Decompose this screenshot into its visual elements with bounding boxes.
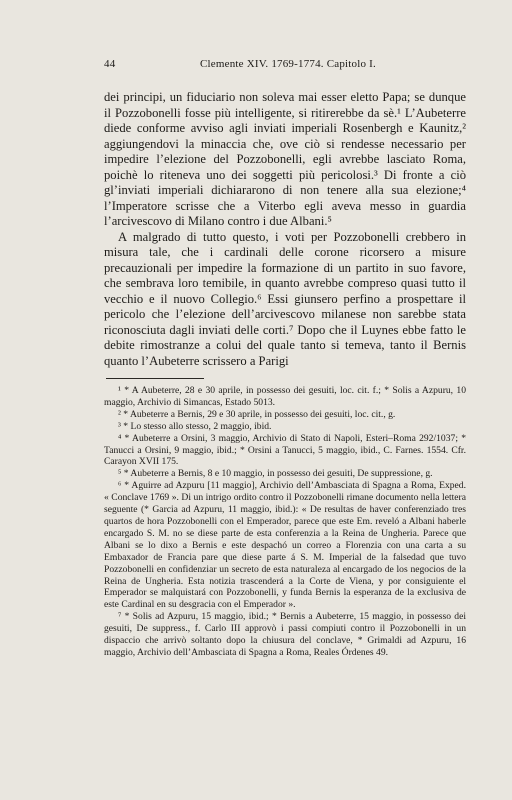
footnote-5: ⁵ * Aubeterre a Bernis, 8 e 10 maggio, in possesso dei gesuiti, De suppressione, g. <box>118 468 433 480</box>
paragraph-1: dei principi, un fiduciario non soleva mai esser eletto Papa; se dunque il Pozzobonelli fosse più intelligente, si ritirerebbe da sè.¹ L’Aubeterre diede conforme avviso agli inviati imperiali Rosenbergh e Kaunitz,² aggiungendovi la minaccia che, ove ciò si rendesse necessario per impedire l’elezione del Pozzobonelli, egli avrebbe lasciato Roma, poichè lo riteneva uno dei soggetti più pericolosi.³ Di fronte a ciò gl’inviati imperiali dichiararono di non tenere alla sua elezione;⁴ l’Imperatore scrisse che a Viterbo egli aveva messo in guardia l’arcivescovo di Milano contro i due Albani.⁵ <box>104 90 466 228</box>
main-text <box>104 90 466 369</box>
footnote-4: ⁴ * Aubeterre a Orsini, 3 maggio, Archivio di Stato di Napoli, Esteri–Roma 292/1037; * Tanucci a Orsini, 9 maggio, ibid.; * Orsini a Tanucci, 5 maggio, ibid., C. Farnes. 1554. Cfr. Carayon XVII 175. <box>104 432 466 468</box>
footnote-1: ¹ * A Aubeterre, 28 e 30 aprile, in possesso dei gesuiti, loc. cit. f.; * Solis a Azpuru, 10 maggio, Archivio di Simancas, Estado 5013. <box>104 385 466 408</box>
page-number: 44 <box>104 58 116 70</box>
footnote-6: ⁶ * Aguirre ad Azpuru [11 maggio], Archivio dell’Ambasciata di Spagna a Roma, Exped. « Conclave 1769 ». Di un intrigo ordito contro il Pozzobonelli rimane documento nella lettera seguente (* Garcia ad Azpuru, 11 maggio, ibid.): « De resultas de haver conferenziado tres quartos de hora Pozzobonelli con el Emperador, parece que este Em. reveló a Albani haberle encargado S. M. no se diese parte de esta conferenzia a la Reina de Ungheria. Parece que Albani se lo dixo a Bernis e este despachó un correo a Florenzia con una carta a su Embaxador de Francia pare que diese parte á S. M. Imperial de la falsedad que tuvo Pozzobonelli en confidenziar un secreto de esta naturaleza al encargado de los negocios de la Reina de Ungheria. Esta notizia trascenderá a la Corte de Viena, y por consiguiente el Emperador se malquistará con Pozzobonelli, y funda Bernis la esperanza de la exclusiva de este Cardinal en su desgracia con el Emperador ». <box>104 480 466 611</box>
footnote-rule <box>106 378 204 379</box>
footnotes <box>104 385 466 659</box>
footnote-3: ³ * Lo stesso allo stesso, 2 maggio, ibid. <box>118 420 272 432</box>
paragraph-2: A malgrado di tutto questo, i voti per Pozzobonelli crebbero in misura tale, che i cardinali delle corone ricorsero a misure precauzionali per impedire la formazione di un partito in suo favore, che sembrava loro temibile, in quanto avrebbe compreso quasi tutto il vecchio e il nuovo Collegio.⁶ Essi giunsero perfino a prospettare il pericolo che l’elezione dell’arcivescovo milanese non sarebbe stata riconosciuta dagli inviati delle corti.⁷ Dopo che il Luynes ebbe fatto le debite rimostranze a colui del quale tanto si temeva, tanto il Bernis quanto l’Aubeterre scrissero a Parigi <box>104 229 466 368</box>
running-title: Clemente XIV. 1769-1774. Capitolo I. <box>200 58 376 70</box>
footnote-7: ⁷ * Solis ad Azpuru, 15 maggio, ibid.; * Bernis a Aubeterre, 15 maggio, in possesso dei gesuiti, De suppress., f. Carlo III approvò i passi compiuti contro il Pozzobonelli in un dispaccio che arrivò soltanto dopo la chiusura del conclave, * Grimaldi ad Azpuru, 16 maggio, Archivio dell’Ambasciata di Spagna a Roma, Reales Órdenes 49. <box>104 611 466 658</box>
footnote-2: ² * Aubeterre a Bernis, 29 e 30 aprile, in possesso dei gesuiti, loc. cit., g. <box>118 408 396 420</box>
